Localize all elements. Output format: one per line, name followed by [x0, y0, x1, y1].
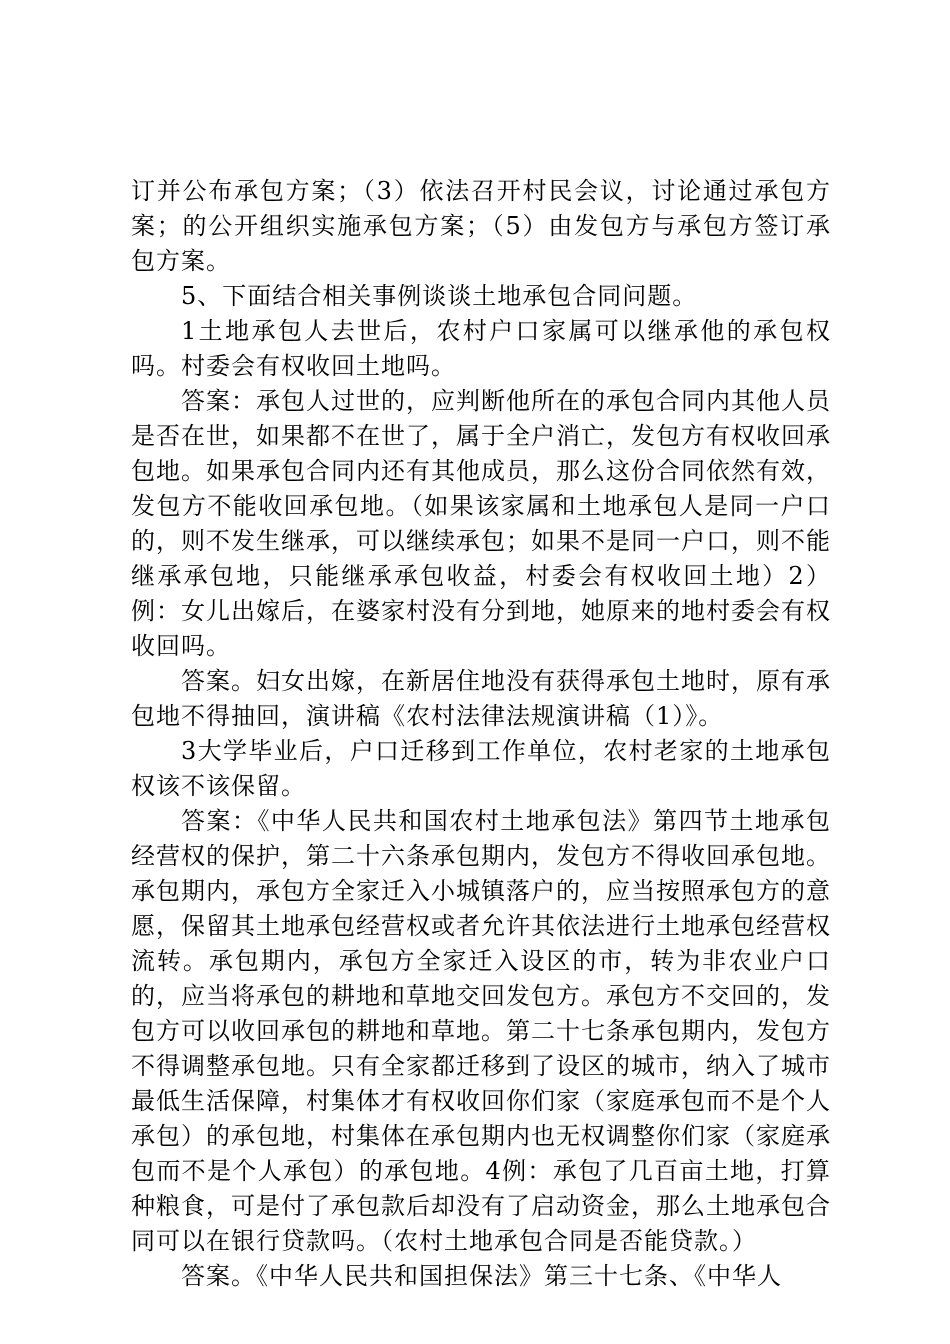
paragraph-7: 答案：《中华人民共和国农村土地承包法》第四节土地承包经营权的保护，第二十六条承包期内，发包方不得收回承包地。承包期内，承包方全家迁入小城镇落户的，应当按照承包方的意愿，保留其土地承包经营权或者允许其依法进行土地承包经营权流转。承包期内，承包方全家迁入设区的市，转为非农业户口的，应当将承包的耕地和草地交回发包方。承包方不交回的，发包方可以收回承包的耕地和草地。第二十七条承包期内，发包方不得调整承包地。只有全家都迁移到了设区的城市，纳入了城市最低生活保障，村集体才有权收回你们家（家庭承包而不是个人承包）的承包地，村集体在承包期内也无权调整你们家（家庭承包而不是个人承包）的承包地。4例：承包了几百亩土地，打算种粮食，可是付了承包款后却没有了启动资金，那么土地承包合同可以在银行贷款吗。（农村土地承包合同是否能贷款。） — [131, 807, 831, 1255]
body-text — [131, 174, 831, 1294]
paragraph-3: 1土地承包人去世后，农村户口家属可以继承他的承包权吗。村委会有权收回土地吗。 — [131, 317, 831, 380]
paragraph-4: 答案：承包人过世的，应判断他所在的承包合同内其他人员是否在世，如果都不在世了，属于全户消亡，发包方有权收回承包地。如果承包合同内还有其他成员，那么这份合同依然有效，发包方不能收回承包地。（如果该家属和土地承包人是同一户口的，则不发生继承，可以继续承包；如果不是同一户口，则不能继承承包地，只能继承承包收益，村委会有权收回土地）2）例：女儿出嫁后，在婆家村没有分到地，她原来的地村委会有权收回吗。 — [131, 387, 831, 660]
paragraph-6: 3大学毕业后，户口迁移到工作单位，农村老家的土地承包权该不该保留。 — [131, 737, 831, 800]
paragraph-1: 订并公布承包方案；（3）依法召开村民会议，讨论通过承包方案；的公开组织实施承包方案；（5）由发包方与承包方签订承包方案。 — [131, 177, 831, 275]
paragraph-5: 答案。妇女出嫁，在新居住地没有获得承包土地时，原有承包地不得抽回，演讲稿《农村法律法规演讲稿（1）》。 — [131, 667, 831, 730]
paragraph-2: 5、下面结合相关事例谈谈土地承包合同问题。 — [181, 282, 698, 310]
paragraph-8: 答案。《中华人民共和国担保法》第三十七条、《中华人 — [181, 1262, 782, 1290]
